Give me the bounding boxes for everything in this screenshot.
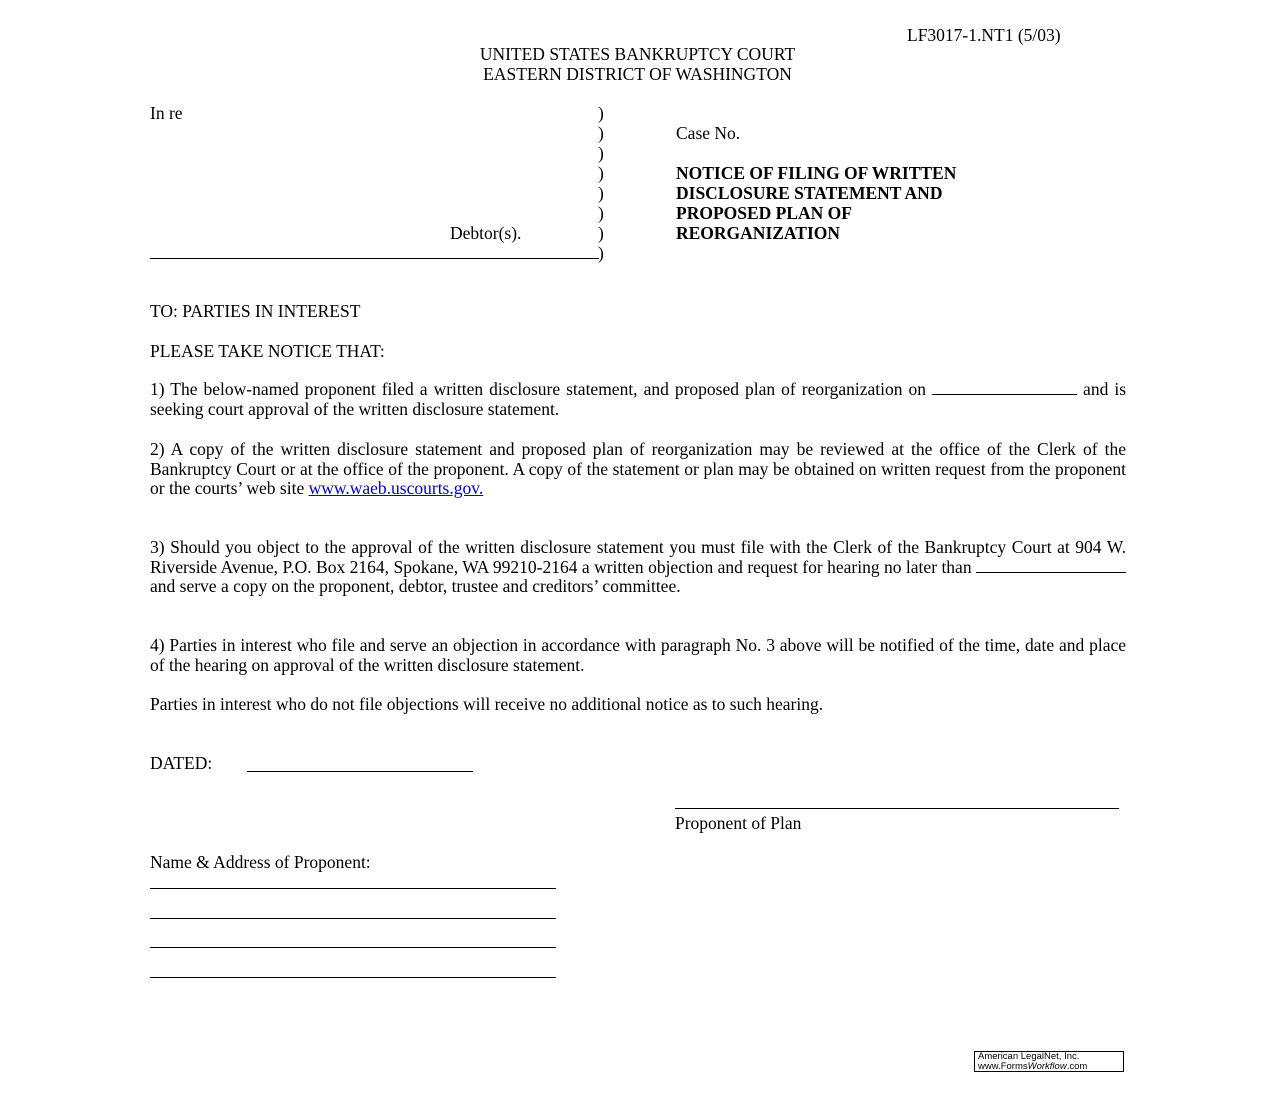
- address-line[interactable]: [150, 888, 556, 889]
- address-line[interactable]: [150, 947, 556, 948]
- badge-line-2: [978, 1062, 1123, 1072]
- badge-text: .com: [1066, 1061, 1088, 1072]
- caption-paren: ): [598, 223, 604, 243]
- paragraph-5: Parties in interest who do not file objections will receive no additional notice as to such hearing.: [150, 694, 824, 714]
- badge-text: www.Forms: [978, 1061, 1028, 1072]
- caption-paren: ): [598, 183, 604, 203]
- address-line[interactable]: [150, 977, 556, 978]
- caption-paren: ): [598, 143, 604, 163]
- badge-text-italic: Workflow: [1027, 1061, 1067, 1072]
- notice-title-line: PROPOSED PLAN OF: [676, 203, 852, 223]
- paragraph-3-text-end: and serve a copy on the proponent, debtor, trustee and creditors’ committee.: [150, 576, 681, 596]
- form-code: LF3017-1.NT1 (5/03): [907, 25, 1061, 45]
- proponent-of-plan-label: Proponent of Plan: [675, 813, 802, 833]
- court-name: UNITED STATES BANKRUPTCY COURT: [479, 44, 796, 64]
- paragraph-3: [150, 538, 1126, 597]
- notice-title-line: NOTICE OF FILING OF WRITTEN: [676, 163, 957, 183]
- court-website-link[interactable]: www.waeb.uscourts.gov.: [308, 478, 484, 498]
- court-district: EASTERN DISTRICT OF WASHINGTON: [483, 64, 792, 84]
- paragraph-1-text-end: and is seeking court approval of the written disclosure statement.: [150, 379, 1126, 419]
- paragraph-1-text: 1) The below-named proponent filed a written disclosure statement, and proposed plan of reorganization on: [150, 379, 927, 399]
- badge-line-1: American LegalNet, Inc.: [978, 1051, 1080, 1062]
- to-line: TO: PARTIES IN INTEREST: [150, 301, 361, 321]
- filing-date-blank[interactable]: [932, 380, 1077, 395]
- notice-title: [676, 163, 956, 243]
- address-line[interactable]: [150, 918, 556, 919]
- paragraph-2-text: 2) A copy of the written disclosure statement and proposed plan of reorganization may be reviewed at the office of the Clerk of the Bankruptcy Court or at the office of the proponent. A copy of the statement or plan may be obtained on written request from the proponent or the courts’ web site: [150, 439, 1126, 498]
- notice-line: PLEASE TAKE NOTICE THAT:: [150, 341, 385, 361]
- notice-title-line: DISCLOSURE STATEMENT AND: [676, 183, 943, 203]
- dated-label: DATED:: [150, 753, 213, 773]
- caption-paren: ): [598, 163, 604, 183]
- notice-title-line: REORGANIZATION: [676, 223, 841, 243]
- case-no-label: Case No.: [676, 123, 741, 143]
- debtor-label: Debtor(s).: [450, 223, 522, 243]
- legalnet-badge: [974, 1051, 1124, 1072]
- caption-paren: ): [598, 103, 604, 123]
- paragraph-3-text: 3) Should you object to the approval of the written disclosure statement you must file with the Clerk of the Bankruptcy Court at 904 W. Riverside Avenue, P.O. Box 2164, Spokane, WA 99210-2164 a written objection and request for hearing no later than: [150, 537, 1126, 577]
- objection-deadline-blank[interactable]: [976, 558, 1126, 573]
- in-re-label: In re: [150, 103, 183, 123]
- dated-blank[interactable]: [247, 771, 473, 772]
- caption-paren: ): [598, 123, 604, 143]
- name-address-label: Name & Address of Proponent:: [150, 852, 371, 872]
- signature-line[interactable]: [675, 808, 1119, 809]
- paragraph-4: 4) Parties in interest who file and serve an objection in accordance with paragraph No. 3 above will be notified of the time, date and place of the hearing on approval of the written disclosure statement.: [150, 635, 1126, 675]
- caption-paren: ): [598, 243, 604, 263]
- caption-paren: ): [598, 203, 604, 223]
- caption-underline: [150, 258, 599, 259]
- paragraph-2: [150, 440, 1126, 499]
- paragraph-1: [150, 380, 1126, 419]
